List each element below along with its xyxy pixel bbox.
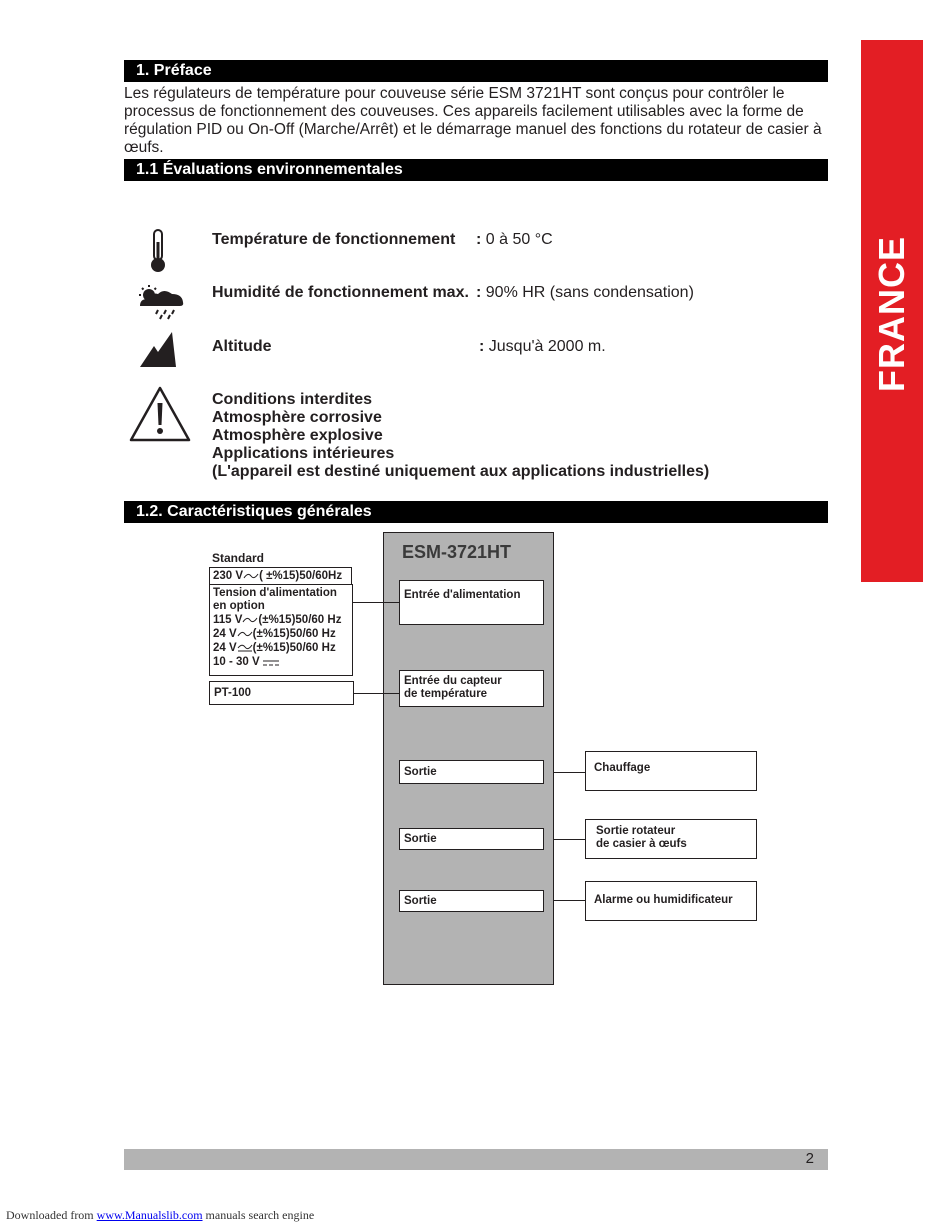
heating-output-box: Chauffage bbox=[585, 751, 757, 791]
connector-line bbox=[353, 602, 399, 603]
sensor-type-box: PT-100 bbox=[209, 681, 354, 705]
temperature-value-row bbox=[476, 231, 553, 249]
option-voltage: 24 V bbox=[213, 628, 237, 640]
conditions-line: Applications intérieures bbox=[212, 445, 395, 462]
power-input-box: Entrée d'alimentation bbox=[399, 580, 544, 625]
option-spec: (±%15)50/60 Hz bbox=[252, 642, 336, 654]
download-note bbox=[6, 1208, 314, 1223]
option-voltage: 10 - 30 V bbox=[213, 656, 260, 668]
option-item bbox=[213, 628, 349, 641]
language-tab-label: FRANCE bbox=[871, 236, 912, 392]
download-suffix: manuals search engine bbox=[205, 1208, 315, 1222]
conditions-line: Atmosphère explosive bbox=[212, 427, 383, 444]
altitude-label: Altitude bbox=[212, 338, 272, 355]
prohibited-conditions bbox=[212, 391, 709, 481]
option-title: Tension d'alimentation bbox=[213, 587, 337, 599]
option-voltage: 115 V bbox=[213, 614, 243, 626]
altitude-value: Jusqu'à 2000 m. bbox=[488, 338, 606, 355]
option-voltage: 24 V bbox=[213, 642, 237, 654]
standard-voltage-box bbox=[209, 567, 352, 585]
temperature-value: 0 à 50 °C bbox=[485, 231, 553, 248]
ac-symbol-icon bbox=[242, 616, 258, 624]
colon: : bbox=[476, 284, 482, 301]
humidity-value: 90% HR (sans condensation) bbox=[485, 284, 694, 301]
option-item bbox=[213, 656, 349, 669]
output-box-1: Sortie bbox=[399, 760, 544, 784]
colon: : bbox=[479, 338, 485, 355]
preface-heading: 1. Préface bbox=[124, 60, 828, 82]
weather-icon bbox=[136, 284, 186, 322]
preface-paragraph: Les régulateurs de température pour couveuse série ESM 3721HT sont conçus pour contrôler le processus de fonctionnement des couveuses. Ces appareils facilement utilisables avec la forme de régulation PID ou On-Off (Marche/Arrêt) et le démarrage manuel des fonctions du rotateur de casier à œufs. bbox=[124, 85, 822, 156]
output-box-2: Sortie bbox=[399, 828, 544, 850]
conditions-line: (L'appareil est destiné uniquement aux applications industrielles) bbox=[212, 463, 710, 480]
connector-line bbox=[554, 839, 585, 840]
sensor-input-label: Entrée du capteur bbox=[404, 675, 502, 687]
rotator-output-label: de casier à œufs bbox=[596, 838, 687, 850]
rotator-output-label: Sortie rotateur bbox=[596, 825, 676, 837]
connector-line bbox=[354, 693, 399, 694]
page-footer-bar bbox=[124, 1149, 828, 1170]
sensor-input-box bbox=[399, 670, 544, 707]
page-number: 2 bbox=[805, 1150, 814, 1167]
standard-voltage: 230 V bbox=[213, 570, 244, 582]
altitude-value-row bbox=[479, 338, 606, 356]
manualslib-link[interactable]: www.Manualslib.com bbox=[96, 1208, 203, 1222]
rotator-output-box bbox=[585, 819, 757, 859]
general-heading: 1.2. Caractéristiques générales bbox=[124, 501, 828, 523]
humidity-value-row bbox=[476, 284, 694, 302]
temperature-label: Température de fonctionnement bbox=[212, 231, 456, 248]
mountain-icon bbox=[138, 330, 180, 368]
dc-symbol-icon bbox=[263, 658, 279, 666]
option-item bbox=[213, 614, 349, 627]
conditions-line: Conditions interdites bbox=[212, 391, 372, 408]
download-prefix: Downloaded from bbox=[6, 1208, 94, 1222]
optional-voltage-box bbox=[209, 584, 353, 676]
conditions-line: Atmosphère corrosive bbox=[212, 409, 382, 426]
environment-heading: 1.1 Évaluations environnementales bbox=[124, 159, 828, 181]
connector-line bbox=[554, 900, 585, 901]
connector-line bbox=[554, 772, 585, 773]
option-title: en option bbox=[213, 600, 265, 612]
alarm-output-box: Alarme ou humidificateur bbox=[585, 881, 757, 921]
ac-symbol-icon bbox=[243, 572, 259, 580]
standard-voltage-spec: ( ±%15)50/60Hz bbox=[259, 570, 343, 582]
device-name: ESM-3721HT bbox=[402, 542, 512, 562]
thermometer-icon bbox=[146, 228, 170, 274]
warning-icon bbox=[128, 385, 192, 443]
option-spec: (±%15)50/60 Hz bbox=[252, 628, 336, 640]
option-spec: (±%15)50/60 Hz bbox=[258, 614, 342, 626]
ac-symbol-icon bbox=[237, 630, 253, 638]
sensor-input-label: de température bbox=[404, 688, 488, 700]
standard-label: Standard bbox=[212, 551, 265, 565]
humidity-label: Humidité de fonctionnement max. bbox=[212, 284, 469, 301]
ac-dc-symbol-icon bbox=[237, 644, 253, 652]
output-box-3: Sortie bbox=[399, 890, 544, 912]
option-item bbox=[213, 642, 349, 655]
colon: : bbox=[476, 231, 482, 248]
